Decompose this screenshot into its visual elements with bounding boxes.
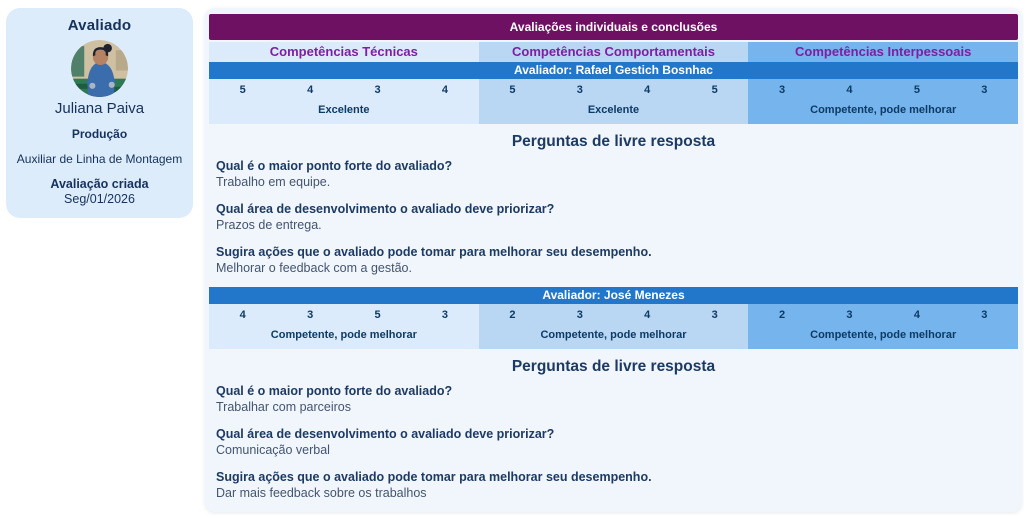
- answer-text: Trabalhar com parceiros: [216, 400, 352, 414]
- evaluator-section-2: [209, 287, 1018, 501]
- qa-list: [209, 158, 1018, 276]
- score-value: 5: [374, 308, 381, 321]
- question-text: Qual é o maior ponto forte do avaliado?: [216, 159, 453, 173]
- score-value: 3: [711, 308, 718, 321]
- score-verdict: Competente, pode melhorar: [270, 329, 417, 341]
- score-value: 4: [846, 83, 853, 96]
- evaluation-created-date: Seg/01/2026: [64, 192, 135, 206]
- score-value: 4: [913, 308, 920, 321]
- score-value: 4: [307, 83, 314, 96]
- profile-card-title: Avaliado: [67, 17, 132, 34]
- individual-evaluations-panel: [205, 8, 1022, 512]
- competency-column-headers: [209, 42, 1018, 62]
- qa-pair: [216, 158, 1008, 190]
- score-block-behavioral: [479, 79, 749, 124]
- score-value: 4: [441, 83, 449, 96]
- question-text: Qual é o maior ponto forte do avaliado?: [216, 384, 453, 398]
- score-block-interpersonal: [748, 79, 1018, 124]
- evaluated-name: Juliana Paiva: [54, 100, 145, 117]
- score-value: 2: [509, 308, 516, 321]
- score-value: 3: [576, 308, 583, 321]
- score-value: 5: [509, 83, 516, 96]
- score-value: 3: [778, 83, 786, 96]
- evaluated-profile-card: [6, 8, 193, 218]
- answer-text: Comunicação verbal: [216, 443, 330, 457]
- column-header-behavioral: Competências Comportamentais: [479, 42, 749, 62]
- answer-text: Prazos de entrega.: [216, 218, 322, 232]
- evaluator-name-bar[interactable]: Avaliador: José Menezes: [209, 287, 1018, 304]
- column-header-interpersonal: Competências Interpessoais: [748, 42, 1018, 62]
- evaluator-section-1: [209, 62, 1018, 276]
- avatar: [71, 40, 128, 97]
- evaluated-department: Produção: [71, 127, 128, 141]
- score-block-behavioral: [479, 304, 749, 349]
- score-block-interpersonal: [748, 304, 1018, 349]
- answer-text: Trabalho em equipe.: [216, 175, 331, 189]
- qa-list: [209, 383, 1018, 501]
- score-value: 3: [307, 308, 314, 321]
- score-value: 3: [846, 308, 853, 321]
- evaluator-name-bar[interactable]: Avaliador: Rafael Gestich Bosnhac: [209, 62, 1018, 79]
- score-value: 5: [913, 83, 920, 96]
- score-block-technical: [209, 304, 479, 349]
- qa-pair: [216, 201, 1008, 233]
- score-value: 4: [644, 83, 651, 96]
- score-value: 4: [644, 308, 651, 321]
- qa-pair: [216, 244, 1008, 276]
- score-verdict: Excelente: [587, 104, 640, 116]
- score-value: 2: [778, 308, 786, 321]
- qa-pair: [216, 469, 1008, 501]
- score-value: 4: [239, 308, 246, 321]
- answer-text: Dar mais feedback sobre os trabalhos: [216, 486, 427, 500]
- score-value: 3: [576, 83, 583, 96]
- factory-worker-photo-icon: [71, 40, 128, 97]
- score-verdict: Competente, pode melhorar: [810, 329, 957, 341]
- score-value: 3: [441, 308, 449, 321]
- score-grid: [209, 304, 1018, 349]
- qa-pair: [216, 426, 1008, 458]
- score-block-technical: [209, 79, 479, 124]
- free-response-heading: Perguntas de livre resposta: [511, 133, 716, 150]
- question-text: Qual área de desenvolvimento o avaliado deve priorizar?: [216, 427, 555, 441]
- score-verdict: Competente, pode melhorar: [540, 329, 687, 341]
- evaluated-role: Auxiliar de Linha de Montagem: [16, 152, 183, 166]
- score-verdict: Competente, pode melhorar: [810, 104, 957, 116]
- qa-pair: [216, 383, 1008, 415]
- question-text: Qual área de desenvolvimento o avaliado deve priorizar?: [216, 202, 555, 216]
- column-header-technical: Competências Técnicas: [209, 42, 479, 62]
- score-value: 3: [981, 308, 988, 321]
- answer-text: Melhorar o feedback com a gestão.: [216, 261, 412, 275]
- score-value: 5: [239, 83, 246, 96]
- score-value: 3: [374, 83, 381, 96]
- question-text: Sugira ações que o avaliado pode tomar para melhorar seu desempenho.: [216, 470, 652, 484]
- score-value: 5: [711, 83, 718, 96]
- score-grid: [209, 79, 1018, 124]
- free-response-heading: Perguntas de livre resposta: [511, 358, 716, 375]
- question-text: Sugira ações que o avaliado pode tomar para melhorar seu desempenho.: [216, 245, 652, 259]
- panel-title-bar[interactable]: Avaliações individuais e conclusões: [209, 14, 1018, 40]
- score-verdict: Excelente: [318, 104, 370, 116]
- score-value: 3: [981, 83, 988, 96]
- evaluation-created-label: Avaliação criada: [50, 177, 149, 191]
